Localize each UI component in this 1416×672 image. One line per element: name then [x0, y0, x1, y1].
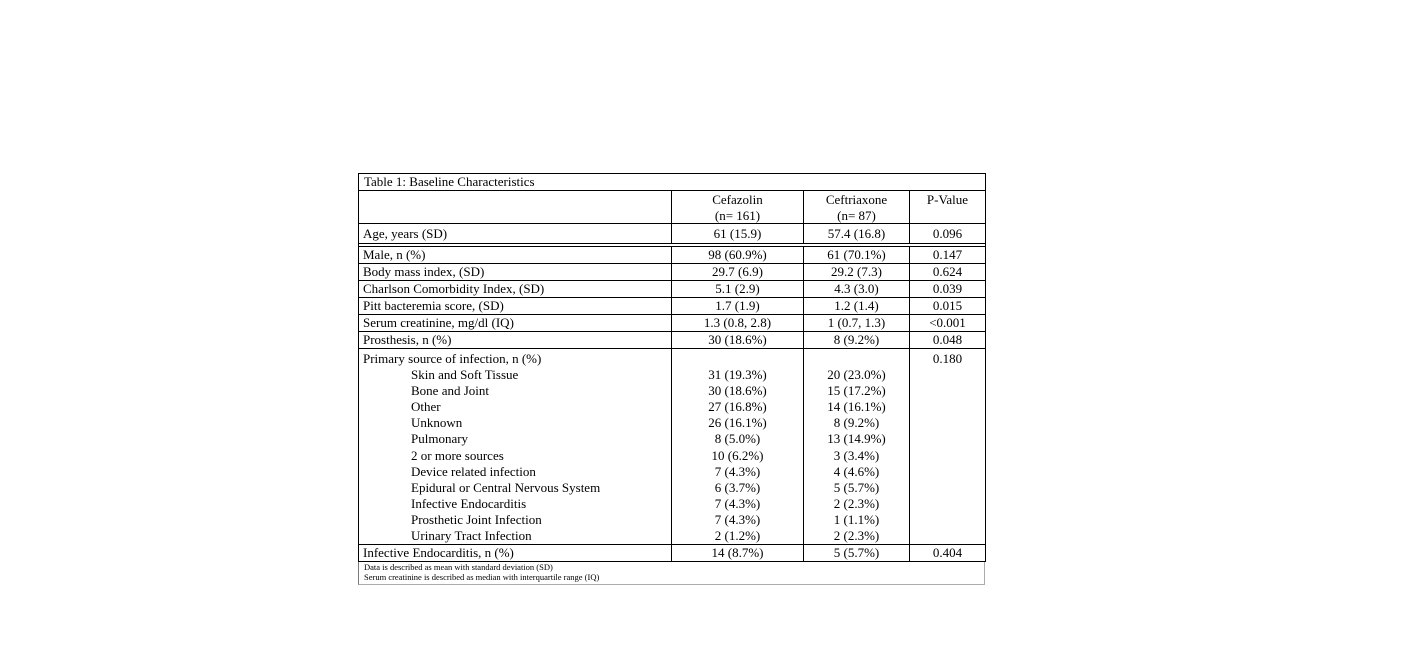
cefazolin-value: 1.3 (0.8, 2.8): [672, 315, 804, 332]
ceftriaxone-value: 13 (14.9%): [827, 431, 886, 447]
infection-subrow-label: Unknown: [411, 415, 463, 431]
infection-group-label: Primary source of infection, n (%): [363, 351, 542, 366]
ceftriaxone-value: 1 (0.7, 1.3): [804, 315, 910, 332]
row-label: Serum creatinine, mg/dl (IQ): [359, 315, 672, 332]
infection-subrow-label: Bone and Joint: [411, 383, 489, 399]
table-title-row: [359, 174, 986, 191]
column-header-ceftriaxone: [804, 191, 910, 224]
p-value: 0.404: [910, 545, 986, 562]
p-value: 0.147: [910, 247, 986, 264]
cefazolin-value: 61 (15.9): [672, 224, 804, 244]
infection-group-label-cell: [359, 349, 672, 545]
ceftriaxone-value: 2 (2.3%): [833, 495, 880, 511]
column-header-pvalue: P-Value: [910, 191, 986, 224]
p-value: 0.624: [910, 264, 986, 281]
ceftriaxone-value: 1 (1.1%): [833, 511, 880, 527]
infection-subrow-label: Prosthetic Joint Infection: [411, 511, 542, 527]
header-empty-cell: [359, 191, 672, 224]
ceftriaxone-value: 29.2 (7.3): [804, 264, 910, 281]
row-label: Charlson Comorbidity Index, (SD): [359, 281, 672, 298]
cefazolin-value: 7 (4.3%): [714, 495, 761, 511]
infection-subrow-label: 2 or more sources: [411, 447, 504, 463]
ceftriaxone-value: 5 (5.7%): [833, 479, 880, 495]
table-header-row: [359, 191, 986, 224]
infection-subrow-label: Pulmonary: [411, 431, 469, 447]
empty-line: [808, 351, 905, 367]
table-row: [359, 247, 986, 264]
ceftriaxone-value: 5 (5.7%): [804, 545, 910, 562]
infection-group-cefazolin-cell: [672, 349, 804, 545]
cefazolin-value: 30 (18.6%): [672, 332, 804, 349]
table-row: [359, 332, 986, 349]
table-title: Table 1: Baseline Characteristics: [359, 174, 986, 191]
cefazolin-value: 31 (19.3%): [708, 367, 767, 383]
cefazolin-value: 2 (1.2%): [714, 528, 761, 544]
table-row: [359, 224, 986, 244]
infection-subrow-label: Urinary Tract Infection: [411, 528, 532, 544]
p-value: 0.096: [910, 224, 986, 244]
row-label: Age, years (SD): [359, 224, 672, 244]
p-value: 0.039: [910, 281, 986, 298]
ceftriaxone-value: 8 (9.2%): [833, 415, 880, 431]
p-value: 0.048: [910, 332, 986, 349]
empty-line: [676, 351, 799, 367]
ceftriaxone-value: 3 (3.4%): [833, 447, 880, 463]
cefazolin-value: 98 (60.9%): [672, 247, 804, 264]
infection-subrow-label: Other: [411, 399, 441, 415]
cefazolin-value: 14 (8.7%): [672, 545, 804, 562]
cefazolin-value: 29.7 (6.9): [672, 264, 804, 281]
ceftriaxone-value: 14 (16.1%): [827, 399, 886, 415]
footnote-iq: Serum creatinine is described as median with interquartile range (IQ): [364, 571, 600, 582]
row-label: Pitt bacteremia score, (SD): [359, 298, 672, 315]
table-row: [359, 264, 986, 281]
ceftriaxone-value: 1.2 (1.4): [804, 298, 910, 315]
cefazolin-value: 10 (6.2%): [711, 447, 764, 463]
infection-group-pvalue-cell: [910, 349, 986, 545]
p-value: <0.001: [910, 315, 986, 332]
table-row: [359, 315, 986, 332]
ceftriaxone-value: 57.4 (16.8): [804, 224, 910, 244]
column-header-ceftriaxone-n: (n= 87): [837, 207, 876, 223]
column-header-cefazolin: [672, 191, 804, 224]
ceftriaxone-value: 15 (17.2%): [827, 383, 886, 399]
ceftriaxone-value: 4 (4.6%): [833, 463, 880, 479]
cefazolin-value: 5.1 (2.9): [672, 281, 804, 298]
infection-subrow-label: Epidural or Central Nervous System: [411, 479, 601, 495]
infection-subrow-label: Device related infection: [411, 463, 536, 479]
footnote-sd: Data is described as mean with standard deviation (SD): [364, 562, 553, 573]
table-row: [359, 281, 986, 298]
row-label: Body mass index, (SD): [359, 264, 672, 281]
ceftriaxone-value: 8 (9.2%): [804, 332, 910, 349]
infection-group-row: [359, 349, 986, 545]
ceftriaxone-value: 4.3 (3.0): [804, 281, 910, 298]
cefazolin-value: 7 (4.3%): [714, 511, 761, 527]
cefazolin-value: 26 (16.1%): [708, 415, 767, 431]
ceftriaxone-value: 61 (70.1%): [804, 247, 910, 264]
cefazolin-value: 6 (3.7%): [714, 479, 761, 495]
baseline-characteristics-table: [358, 173, 985, 585]
column-header-ceftriaxone-name: Ceftriaxone: [825, 192, 888, 207]
table-footnotes: [358, 562, 985, 585]
table-1: [358, 173, 986, 562]
ceftriaxone-value: 2 (2.3%): [833, 528, 880, 544]
ceftriaxone-value: 20 (23.0%): [827, 367, 886, 383]
row-label: Infective Endocarditis, n (%): [359, 545, 672, 562]
p-value: 0.015: [910, 298, 986, 315]
column-header-cefazolin-n: (n= 161): [714, 207, 761, 223]
row-label: Male, n (%): [359, 247, 672, 264]
cefazolin-value: 27 (16.8%): [708, 399, 767, 415]
cefazolin-value: 1.7 (1.9): [672, 298, 804, 315]
infection-subrow-label: Skin and Soft Tissue: [411, 367, 519, 383]
column-header-cefazolin-name: Cefazolin: [712, 192, 763, 207]
infection-subrow-label: Infective Endocarditis: [411, 495, 527, 511]
cefazolin-value: 8 (5.0%): [714, 431, 761, 447]
row-label: Prosthesis, n (%): [359, 332, 672, 349]
infection-group-ceftriaxone-cell: [804, 349, 910, 545]
p-value: 0.180: [932, 351, 963, 366]
cefazolin-value: 30 (18.6%): [708, 383, 767, 399]
cefazolin-value: 7 (4.3%): [714, 463, 761, 479]
table-row: [359, 545, 986, 562]
table-row: [359, 298, 986, 315]
